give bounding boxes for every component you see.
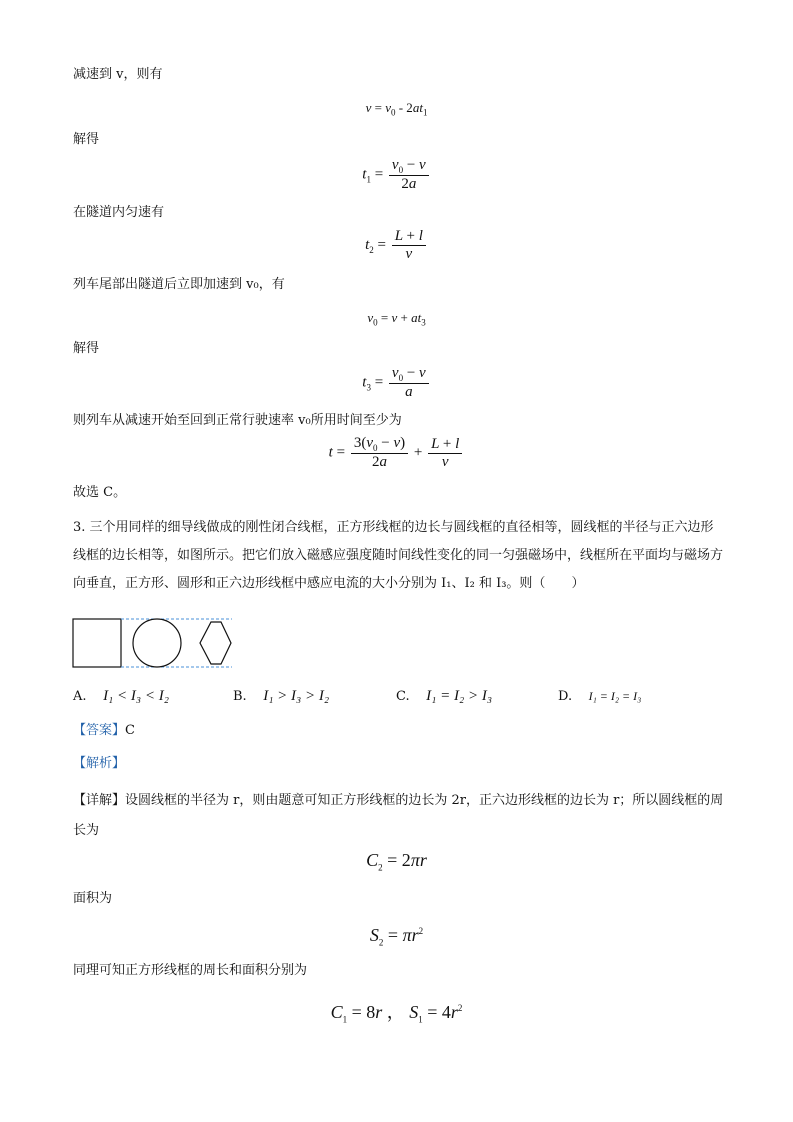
equation-t2: $t_2$ = $\frac{L + l}{v}$ [0,228,793,263]
answer-tag: 【答案】 [73,723,126,738]
option-b-label: B. [233,689,247,704]
question-3-text: 3. 三个用同样的细导线做成的刚性闭合线框，正方形线框的边长与圆线框的直径相等，圆线框的半径与正六边形线框的边长相等，如图所示。把它们放入磁感应强度随时间线性变化的同一匀强磁场中，线框所在平面均与磁场方向垂直，正方形、圆形和正六边形线框中感应电流的大小分别为 I₁、I₂ 和 I₃。则（ ） [73,520,724,591]
text-line-7: 故选 C。 [73,485,127,500]
option-a-label: A. [73,689,87,704]
square-label: 同理可知正方形线框的周长和面积分别为 [73,963,308,978]
equation-c2: $C_2 = 2\pi r$ [366,850,427,873]
text-line-1: 减速到 v，则有 [73,67,163,82]
text-line-2: 解得 [73,132,100,147]
answer-line [73,722,135,740]
option-c-expr: I₁ = I₂ > I₃ [426,688,493,704]
analysis-tag: 【解析】 [73,756,126,771]
equation-t3: $t_3$ = $\frac{v_0 - v}{a}$ [0,365,793,401]
option-a-expr: I₁ < I₃ < I₂ [103,688,169,704]
option-d[interactable] [558,686,641,707]
equation-s2: $S_2 = \pi r^2$ [369,925,424,948]
option-c-label: C. [396,689,410,704]
area-label: 面积为 [73,891,113,906]
detail-text: 【详解】设圆线框的半径为 r，则由题意可知正方形线框的边长为 2r，正六边形线框的边长为 r；所以圆线框的周长为 [73,793,724,838]
option-d-label: D. [558,689,573,704]
text-line-5: 解得 [73,341,100,356]
option-d-expr: I₁ = I₂ = I₃ [588,689,642,703]
square-loop [73,619,121,667]
option-b-expr: I₁ > I₃ > I₂ [263,688,330,704]
option-c[interactable] [396,686,492,707]
answer-value: C [125,723,135,738]
text-line-3: 在隧道内匀速有 [73,205,165,220]
option-b[interactable] [233,686,329,707]
equation-t1: $t_1$ = $\frac{v_0 - v}{2a}$ [0,157,793,193]
text-line-6: 则列车从减速开始至回到正常行驶速率 v₀所用时间至少为 [73,413,402,428]
loops-figure [72,618,236,670]
circle-loop [133,619,181,667]
equation-c1-s1: $C_1 = 8r$ ， $S_1 = 4r^2$ [330,1002,463,1025]
option-a[interactable] [73,686,169,707]
text-line-4: 列车尾部出隧道后立即加速到 v₀，有 [73,277,285,292]
equation-t-total: t = $\frac{3(v_0 - v)}{2a}$ + $\frac{L + l}{v}$ [0,435,793,471]
hexagon-loop [200,622,231,664]
equation-v0: $v_0 = v + at_3$ [367,310,426,328]
equation-v: $v = v_0 - 2at_1$ [365,100,428,118]
